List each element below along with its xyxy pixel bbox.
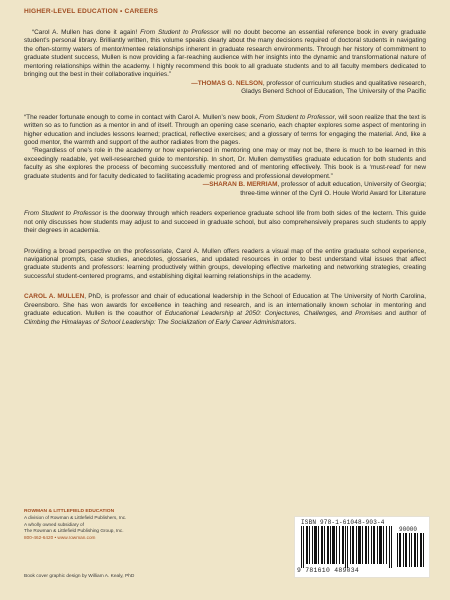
attribution-institution: Gladys Benerd School of Education, The University of the Pacific — [241, 88, 426, 96]
barcode-digits: 9 781610 489034 — [297, 567, 360, 574]
attribution-nelson: —THOMAS G. NELSON, professor of curriculum studies and qualitative research, — [191, 79, 426, 87]
quote-merriam-p2: “Regardless of one’s role in the academy or how experienced in mentoring one may or may not be, there is much to be learned in this exceedingly readable, yet well-researched guide to mentorship. In short, Dr. Mullen demystifies graduate education for both students and faculty as she explores the process of becoming successfully mentored and of mentoring effectively. This book is a ‘must-read’ for new graduate students and for faculty dedicated to facilitating academic progress and professional development.” — [24, 147, 426, 180]
author-bio: CAROL A. MULLEN, PhD, is professor and chair of educational leadership in the School of Education at The University of North Carolina, Greensboro. She has won awards for excellence in teaching and research, and is an internationally known scholar in mentoring and graduate education. Mullen is the coauthor of Educational Leadership at 2050: Conjectures, Challenges, and Promises and author of Climbing the Himalayas of School Leadership: The Socialization of Early Career Administrators. — [24, 293, 426, 326]
category-heading: HIGHER-LEVEL EDUCATION • CAREERS — [24, 8, 159, 15]
barcode-bars-main — [301, 526, 393, 568]
testimonial-merriam — [24, 114, 426, 199]
attribution-name: —THOMAS G. NELSON — [191, 79, 263, 87]
barcode-bars-addon — [397, 533, 425, 567]
publisher-contact: 800-462-6420 • www.rowman.com — [24, 534, 96, 540]
description-paragraph-2: Providing a broad perspective on the professoriate, Carol A. Mullen offers readers a visual map of the entire graduate school experience, navigational prompts, case studies, anecdotes, glossaries, and updated resources in order to best understand vital issues that affect graduate students and professors: learning productively within groups, developing effective marketing and networking strategies, creating successful student-centered programs, and establishing digital learning relationships in the academy. — [24, 247, 426, 280]
testimonial-nelson — [24, 29, 426, 97]
isbn-label: ISBN 978-1-61048-903-4 — [301, 519, 385, 526]
quote-merriam-p1: “The reader fortunate enough to come in contact with Carol A. Mullen’s new book, From Student to Professor, will soon realize that the text is written so as to function as a mentor in and of itself. Through an opening case scenario, each chapter explores some aspect of mentoring in higher education and includes lessons learned; practical, reflective exercises; and a glossary of terms for engaging the material. And, like a good mentor, the warmth and support of the author radiates from the pages. — [24, 113, 427, 146]
author-name: CAROL A. MULLEN — [24, 293, 85, 301]
book-title: From Student to Professor — [24, 210, 101, 218]
publisher-info: ROWMAN & LITTLEFIELD EDUCATION A division of Rowman & Littlefield Publishers, Inc. A wholly owned subsidiary of The Rowman & Littlefield Publishing Group, Inc. 800-462-6420 • www.rowman.com — [24, 509, 127, 540]
publisher-name: ROWMAN & LITTLEFIELD EDUCATION — [24, 509, 115, 514]
price-code: 90000 — [399, 526, 418, 533]
description-paragraph-1: From Student to Professor is the doorway through which readers experience graduate school life from both sides of the lectern. This guide not only discusses how students may adjust to and succeed in graduate school, but also comprehensively prepares such students to apply their degrees in academia. — [24, 210, 426, 235]
design-credit: Book cover graphic design by William A. Kealy, PhD — [24, 574, 135, 579]
attribution-name: —SHARAN B. MERRIAM — [202, 181, 278, 189]
book-title: From Student to Professor — [140, 29, 219, 36]
book-title: From Student to Professor — [259, 113, 335, 121]
barcode — [294, 516, 430, 578]
attribution-merriam: —SHARAN B. MERRIAM, professor of adult education, University of Georgia; — [202, 181, 426, 189]
attribution-award: three-time winner of the Cyril O. Houle World Award for Literature — [240, 189, 426, 197]
quote-nelson-text: “Carol A. Mullen has done it again! From Student to Professor will no doubt become an essential reference book in every graduate student’s personal library. Brilliantly written, this volume speaks clearly about the many decisions required of doctoral students in navigating the often-stormy waters of mentor/mentee relationships inherent in graduate research environments. Through her history of commitment to graduate student success, Mullen is now providing a far-reaching audience with her insights into the dynamic and transformational nature of mentoring relationships within the academy. I highly recommend this book to all graduate students and to all faculty members dedicated to bringing out the best in their collaborative inquiries.” — [24, 29, 426, 79]
